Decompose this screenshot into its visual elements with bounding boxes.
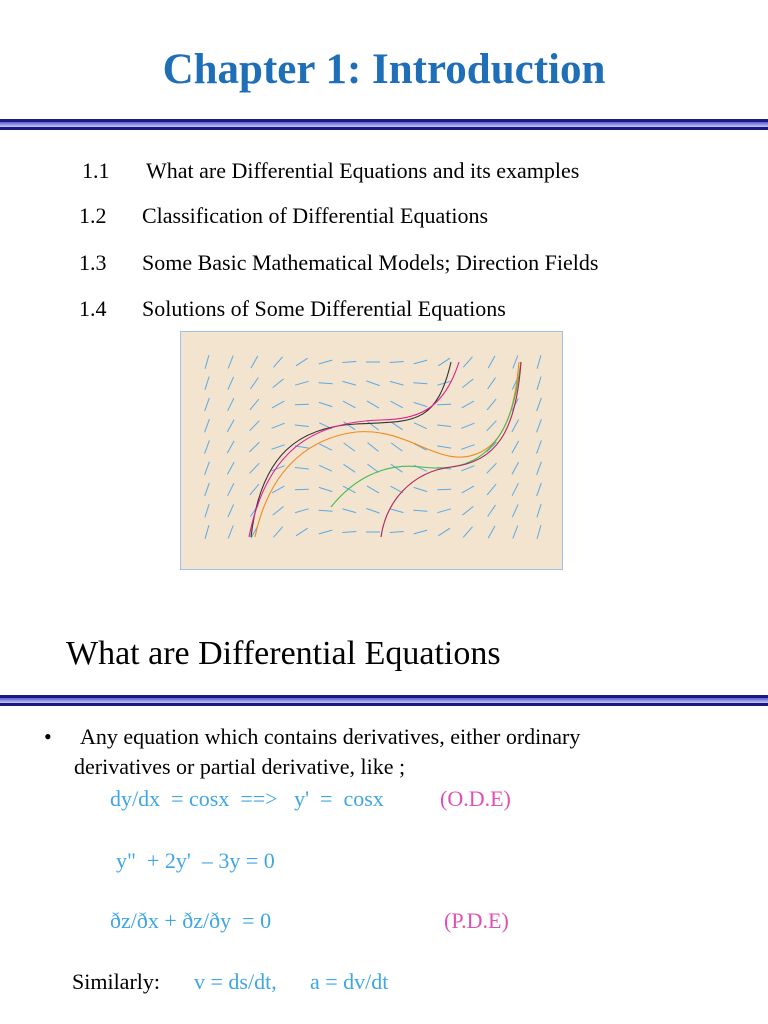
direction-segment — [250, 463, 260, 473]
direction-segment — [488, 356, 495, 368]
direction-segment — [390, 532, 404, 533]
direction-segment — [437, 509, 451, 513]
direction-segment — [414, 402, 427, 406]
direction-segment — [295, 489, 309, 490]
direction-segment — [319, 402, 332, 406]
direction-segment — [537, 483, 542, 496]
direction-segment — [250, 421, 260, 431]
direction-segment — [488, 505, 496, 517]
chapter-title: Chapter 1: Introduction — [162, 46, 606, 93]
direction-segment — [414, 360, 428, 364]
direction-segment — [295, 404, 309, 405]
direction-segment — [319, 465, 332, 471]
ode-tag: (O.D.E) — [440, 786, 511, 811]
direction-segment — [537, 525, 541, 538]
equation-ode-2: y" + 2y' – 3y = 0 — [116, 848, 275, 873]
direction-segment — [513, 526, 518, 539]
toc-text: Some Basic Mathematical Models; Direction Fields — [142, 250, 599, 275]
direction-segment — [512, 483, 518, 496]
direction-segment — [272, 401, 284, 408]
direction-segment — [512, 420, 519, 432]
direction-segment — [205, 398, 210, 411]
direction-segment — [513, 356, 518, 369]
direction-segment — [228, 526, 233, 539]
direction-segment — [391, 464, 403, 472]
direction-segment — [319, 444, 332, 450]
direction-segment — [461, 445, 474, 450]
direction-segment — [272, 423, 285, 428]
toc-text: Solutions of Some Differential Equations — [142, 296, 506, 321]
direction-segment — [537, 377, 541, 390]
direction-segment — [390, 509, 404, 513]
direction-segment — [319, 383, 333, 384]
direction-segment — [414, 530, 428, 534]
direction-segment — [367, 486, 379, 493]
direction-segment — [537, 419, 542, 432]
direction-segment — [461, 466, 474, 471]
direction-segment — [462, 486, 474, 493]
direction-segment — [487, 463, 497, 473]
direction-segment — [228, 483, 234, 496]
direction-segment — [273, 506, 284, 515]
direction-segment — [295, 425, 309, 427]
direction-segment — [228, 504, 234, 517]
direction-segment — [319, 510, 333, 511]
direction-segment — [463, 357, 472, 368]
direction-segment — [342, 362, 356, 363]
section-divider — [0, 695, 768, 707]
solution-curve — [381, 362, 521, 537]
direction-segment — [296, 358, 308, 366]
direction-segment — [205, 419, 210, 432]
direction-segment — [228, 398, 234, 411]
direction-segment — [295, 509, 309, 513]
direction-segment — [205, 462, 210, 475]
direction-segment — [367, 464, 378, 472]
direction-segment — [461, 423, 474, 428]
solution-curve — [255, 362, 519, 537]
toc-number: 1.2 — [79, 203, 107, 228]
direction-segment — [367, 401, 379, 408]
direction-segment — [272, 445, 285, 450]
direction-segment — [343, 401, 355, 408]
direction-segment — [273, 379, 284, 388]
direction-segment — [390, 381, 404, 385]
direction-segment — [228, 356, 233, 369]
direction-segment — [295, 468, 309, 470]
direction-segment — [390, 362, 404, 363]
direction-segment — [537, 398, 542, 411]
toc-number: 1.1 — [82, 158, 110, 183]
direction-segment — [391, 486, 403, 493]
equation-ode-1: dy/dx = cosx ==> y' = cosx — [110, 786, 384, 811]
direction-segment — [414, 487, 427, 491]
direction-segment — [413, 510, 427, 511]
direction-segment — [343, 509, 357, 513]
direction-segment — [227, 462, 234, 474]
direction-segment — [205, 483, 210, 496]
direction-segment — [488, 526, 495, 538]
direction-segment — [537, 504, 541, 517]
direction-segment — [228, 377, 234, 390]
direction-segment — [437, 404, 451, 405]
direction-segment — [391, 443, 402, 451]
direction-segment — [295, 381, 309, 385]
direction-segment — [488, 378, 496, 390]
bullet: • — [44, 724, 52, 749]
direction-segment — [205, 355, 209, 368]
direction-segment — [251, 356, 258, 368]
direction-segment — [512, 462, 519, 474]
direction-segment — [487, 421, 497, 431]
direction-segment — [463, 527, 472, 538]
direction-segment — [205, 440, 210, 453]
similarly-label: Similarly: — [72, 969, 160, 994]
direction-segment — [250, 442, 260, 452]
direction-segment — [368, 443, 379, 452]
direction-segment — [438, 358, 450, 366]
direction-segment — [342, 532, 356, 533]
toc-number: 1.3 — [79, 250, 107, 275]
intro-line-1: Any equation which contains derivatives, either ordinary — [80, 724, 581, 749]
direction-segment — [487, 399, 496, 410]
acceleration-equation: a = dv/dt — [310, 969, 389, 994]
direction-segment — [205, 504, 209, 517]
direction-segment — [391, 422, 403, 430]
direction-segment — [344, 443, 355, 451]
direction-segment — [366, 381, 379, 386]
direction-segment — [438, 528, 450, 536]
direction-segment — [319, 360, 333, 364]
velocity-equation: v = ds/dt, — [194, 969, 277, 994]
direction-segment — [227, 420, 234, 432]
direction-segment — [537, 355, 541, 368]
direction-segment — [413, 383, 427, 384]
direction-segment — [462, 379, 473, 388]
direction-segment — [205, 525, 209, 538]
direction-segment — [437, 425, 451, 427]
section-title: What are Differential Equations — [66, 635, 501, 672]
direction-segment — [205, 377, 209, 390]
direction-segment — [391, 401, 403, 408]
top-divider — [0, 119, 768, 131]
direction-segment — [462, 401, 474, 408]
toc-text: Classification of Differential Equations — [142, 203, 489, 228]
direction-segment — [296, 528, 308, 536]
pde-tag: (P.D.E) — [444, 908, 509, 933]
direction-segment — [487, 484, 496, 495]
toc-text: What are Differential Equations and its examples — [146, 158, 580, 183]
direction-segment — [512, 504, 518, 517]
direction-segment — [274, 357, 283, 368]
direction-segment — [462, 506, 473, 515]
direction-segment — [250, 378, 258, 390]
equation-pde: ðz/ðx + ðz/ðy = 0 — [110, 908, 272, 933]
direction-segment — [343, 381, 357, 385]
direction-segment — [250, 399, 259, 410]
direction-segment — [366, 508, 379, 513]
direction-segment — [344, 464, 356, 472]
direction-segment — [227, 441, 234, 453]
direction-segment — [537, 440, 542, 453]
direction-segment — [250, 484, 259, 495]
direction-segment — [274, 527, 283, 538]
direction-segment — [537, 462, 542, 475]
direction-field-figure — [180, 331, 563, 570]
direction-segment — [437, 446, 451, 448]
direction-segment — [319, 487, 332, 491]
intro-line-2: derivatives or partial derivative, like ; — [74, 754, 406, 779]
direction-segment — [437, 489, 451, 490]
direction-segment — [512, 441, 519, 453]
direction-segment — [319, 530, 333, 534]
direction-segment — [414, 423, 427, 429]
toc-number: 1.4 — [79, 296, 107, 321]
direction-field-plot — [181, 332, 562, 569]
